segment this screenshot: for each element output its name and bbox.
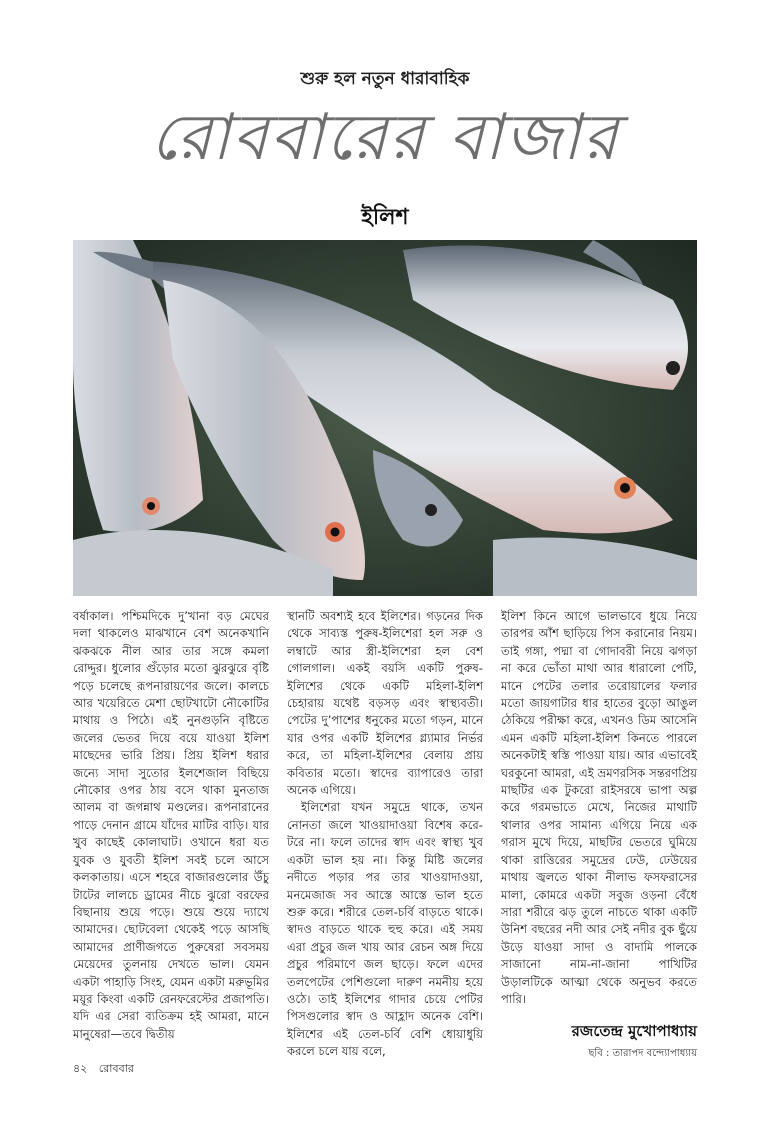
hilsa-fish-photo: [73, 240, 697, 596]
magazine-name: রোববার: [98, 1062, 134, 1075]
photo-credit: ছবি : তারাপদ বন্দ্যোপাধ্যায়: [588, 1048, 697, 1059]
paragraph: বর্ষাকাল। পশ্চিমদিকে দু’খানা বড় মেঘের দলা থাকলেও মাঝখানে বেশ অনেকখানি ঝকঝকে নীল আর তার সঙ্গে কমলা রোদ্দুর। ধুলোর গুঁড়োর মতো ঝুরঝুরে বৃষ্টি পড়ে চলেছে রূপনারায়ণের জলে। কালচে আর খয়েরিতে মেশা ছোটখাটো নৌকোটির মাথায় ও পিঠে। এই নুনগুড়নি বৃষ্টিতে জলের ভেতর দিয়ে বয়ে যাওয়া ইলিশ মাছেদের ভারি প্রিয়। প্রিয় ইলিশ ধরার জন্যে সাদা সুতোর ইলশেজাল বিছিয়ে নৌকোর ওপর ঠায় বসে থাকা মুনতাজ আলম বা জগন্নাথ মণ্ডলের। রূপনারানের পাড়ে দেনান গ্রামে যাঁদের মাটির বাড়ি। যার খুব কাছেই কোলাঘাট। ওখানে ধরা যত যুবক ও যুবতী ইলিশ সবই চলে আসে কলকাতায়। এসে শহরে বাজারগুলোর উঁচু টাটের লালচে ড্রামের নীচে ঝুরো বরফের বিছানায় শুয়ে পড়ে। শুয়ে শুয়ে দ্যাখে আমাদের। ছোটবেলা থেকেই পড়ে আসছি আমাদের প্রাণীজগতে পুরুষেরা সবসময় মেয়েদের তুলনায় দেখতে ভাল। যেমন একটা পাহাড়ি সিংহ, যেমন একটা মরুভূমির ময়ূর কিংবা একটি রেনফরেস্টের প্রজাপতি। যদি এর সেরা ব্যতিক্রম হই আমরা, মানে মানুষেরা—তবে দ্বিতীয়: [73, 609, 269, 1041]
fish-illustration: [73, 240, 697, 596]
page-footer: [73, 1060, 134, 1079]
series-kicker: শুরু হল নতুন ধারাবাহিক: [300, 69, 470, 89]
article-column-2: [287, 608, 483, 1059]
article-title: ইলিশ: [361, 205, 409, 230]
author-byline: রজতেন্দ্র মুখোপাধ্যায়: [571, 1022, 697, 1040]
article-column-3: [501, 608, 697, 1048]
paragraph: ইলিশ কিনে আগে ভালভাবে ধুয়ে নিয়ে তারপর আঁশ ছাড়িয়ে পিস করানোর নিয়ম। তাই গঙ্গা, পদ্মা বা গোদাবরী নিয়ে ঝগড়া না করে ভোঁতা মাথা আর ধারালো পেটি, মানে পেটের তলার তরোয়ালের ফলার মতো জায়গাটার ধার হাতের বুড়ো আঙুল ঠেকিয়ে পরীক্ষা করে, এখনও ডিম আসেনি এমন একটি মহিলা-ইলিশ কিনতে পারলে অনেকটাই স্বস্তি পাওয়া যায়। আর এভাবেই ঘরকুনো আমরা, এই ভ্রমণরসিক সন্তরণপ্রিয় মাছটির এক টুকরো রাইসরষে ভাপা অল্প করে গরমভাতে মেখে, নিজের মাথাটি থালার ওপর সামান্য এগিয়ে নিয়ে এক গরাস মুখে দিয়ে, মাছটির ভেতরে ঘুমিয়ে থাকা রাত্তিরের সমুদ্রের ঢেউ, ঢেউয়ের মাথায় জ্বলতে থাকা নীলাভ ফসফরাসের মালা, কোমরে একটা সবুজ ওড়না বেঁধে সারা শরীরে ঝড় তুলে নাচতে থাকা একটি উনিশ বছরের নদী আর সেই নদীর বুক ছুঁয়ে উড়ে যাওয়া সাদা ও বাদামি পালকে সাজানো নাম-না-জানা পাখিটির উড়ালটিকে আত্মা থেকে অনুভব করতে পারি।: [501, 609, 697, 1006]
masthead-title: রোববারের বাজার: [150, 101, 620, 175]
paragraph: স্থানটি অবশ্যই হবে ইলিশের। গড়নের দিক থেকে সাব্যস্ত পুরুষ-ইলিশেরা হল সরু ও লম্বাটে আর স্ত্রী-ইলিশেরা হল বেশ গোলগাল। একই বয়সি একটি পুরুষ-ইলিশের থেকে একটি মহিলা-ইলিশ চেহারায় যথেষ্ট বড়সড় এবং স্বাস্থ্যবতী। পেটের দু’পাশের ধনুকের মতো গড়ন, মানে যার ওপর একটি ইলিশের গ্ল্যামার নির্ভর করে, তা মহিলা-ইলিশের বেলায় প্রায় কবিতার মতো। স্বাদের ব্যাপারেও তারা অনেক এগিয়ে।: [287, 609, 483, 798]
page-number: ৪২: [73, 1062, 88, 1075]
paragraph: ইলিশেরা যখন সমুদ্রে থাকে, তখন নোনতা জলে খাওয়াদাওয়া বিশেষ করে-টরে না। ফলে তাদের স্বাদ এবং স্বাস্থ্য খুব একটা ভাল হয় না। কিন্তু মিষ্টি জলের নদীতে পড়ার পর তার খাওয়াদাওয়া, মনমেজাজ সব আস্তে আস্তে ভাল হতে শুরু করে। শরীরে তেল-চর্বি বাড়তে থাকে। স্বাদও বাড়তে থাকে হুহু করে। এই সময় এরা প্রচুর জল খায় আর রেচন অঙ্গ দিয়ে প্রচুর পরিমাণে জল ছাড়ে। ফলে এদের তলপেটের পেশিগুলো দারুণ নমনীয় হয়ে ওঠে। তাই ইলিশের গাদার চেয়ে পেটির পিসগুলোর স্বাদ ও আহ্লাদ অনেক বেশি। ইলিশের এই তেল-চর্বি বেশি ধোয়াধুয়ি করলে চলে যায় বলে,: [287, 800, 483, 1059]
article-column-1: [73, 608, 269, 1048]
